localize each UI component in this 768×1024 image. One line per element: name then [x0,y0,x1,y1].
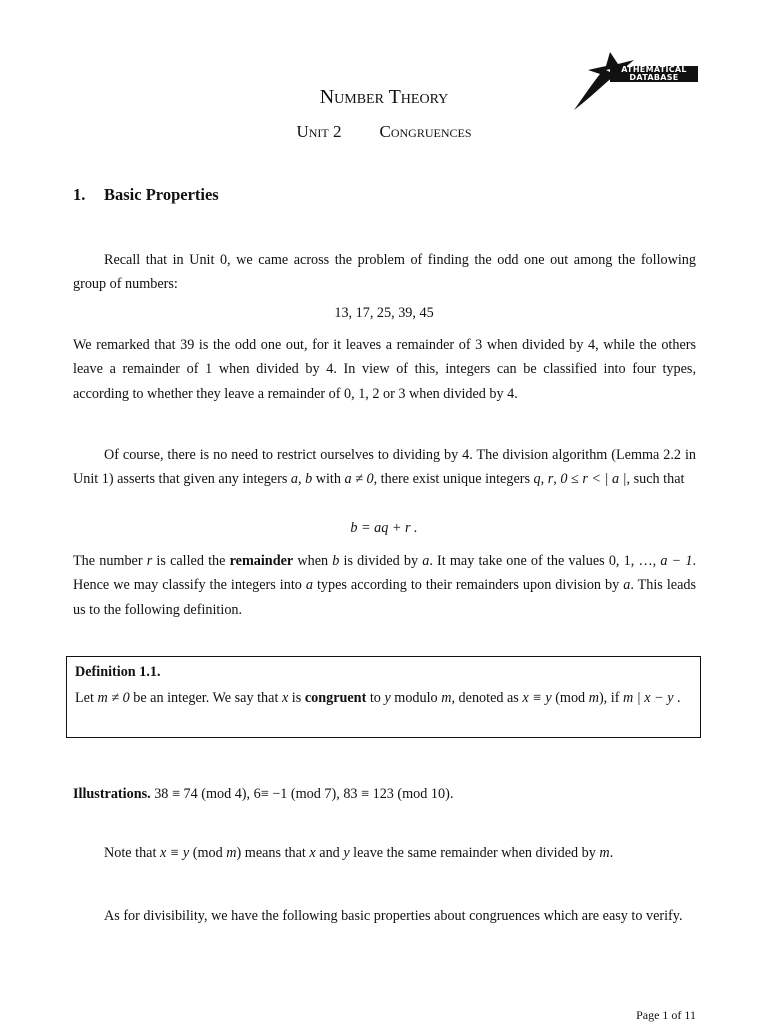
inline-text: r [146,553,153,569]
illustrations-label: Illustrations. [73,786,151,802]
paragraph-remainder [73,549,696,622]
inline-text: . [673,690,681,706]
inline-text: q [533,471,541,488]
paragraph-divisibility: As for divisibility, we have the following basic properties about congruences which are easy to verify. [104,908,683,924]
inline-text: is [288,690,305,706]
inline-text: , there exist unique integers [373,471,534,488]
inline-text: remainder [229,553,294,569]
inline-text: m | x − y [622,690,674,706]
page-number: Page 1 of 11 [636,1008,696,1022]
inline-text: Note that [104,845,160,861]
number-list: 13, 17, 25, 39, 45 [334,305,434,321]
inline-text: m [599,845,610,861]
inline-text: . Hence we may classify the integers into [73,553,697,594]
inline-text: , [297,471,306,488]
inline-text: leave the same remainder when divided by [349,845,600,861]
inline-text: a − 1 [660,553,693,569]
unit-label: Unit 2 [296,122,342,141]
inline-text: (mod [551,690,589,706]
inline-text: m ≠ 0 [97,690,130,706]
illustrations-line [73,782,696,806]
paragraph-note [73,841,696,865]
inline-text: The number [73,553,147,569]
inline-text: a [623,577,631,594]
inline-text: , [553,471,561,488]
inline-text: Of course, there is no need to restrict ourselves to dividing by 4. The division algorithm (Lemma 2.2 in Unit 1) asserts that given any integers [73,447,696,488]
inline-text: , denoted as [451,690,523,706]
inline-text: , [540,471,548,488]
inline-text: modulo [390,690,442,706]
inline-text: . This leads us to the following definition. [73,577,696,618]
inline-text: a [422,553,430,569]
document-title: Number Theory [319,86,449,108]
inline-text: Let [75,690,98,706]
inline-text: m [441,690,452,706]
inline-text: 0 ≤ r < | a | [560,471,627,488]
definition-title: Definition 1.1. [75,664,161,680]
logo-line-2: DATABASE [629,73,679,82]
inline-text: ), if [598,690,623,706]
paragraph-division-algorithm [73,443,696,492]
inline-text: to [366,690,385,706]
unit-subtitle: Congruences [379,122,472,141]
inline-text: b [332,553,340,569]
inline-text: a [290,471,298,488]
inline-text: . It may take one of the values 0, 1, …, [429,553,661,569]
definition-body [75,687,692,710]
illustrations-text: 38 ≡ 74 (mod 4), 6≡ −1 (mod 7), 83 ≡ 123 (mod 10). [150,786,454,802]
logo-line-1: ATHEMATICAL [621,66,687,74]
inline-text: (mod [189,845,227,861]
section-heading [73,185,219,205]
inline-text: x ≡ y [159,845,190,861]
inline-text: y [384,690,391,706]
definition-box [66,656,701,738]
inline-text: types according to their remainders upon division by [312,577,624,594]
inline-text: x ≡ y [522,690,552,706]
inline-text: m [226,845,237,861]
inline-text: . [609,845,614,861]
division-equation: b = aq + r . [350,520,418,536]
section-number: 1. [73,185,86,204]
inline-text: m [588,690,599,706]
inline-text: , such that [626,471,685,488]
inline-text: with [312,471,345,488]
inline-text: when [293,553,333,569]
section-title: Basic Properties [104,185,219,204]
inline-text: x [309,845,316,861]
inline-text: y [343,845,350,861]
inline-text: is divided by [339,553,423,569]
inline-text: b [305,471,313,488]
inline-text: is called the [152,553,230,569]
inline-text: r [547,471,554,488]
inline-text: x [281,690,289,706]
logo-text [610,66,698,82]
inline-text: and [315,845,344,861]
inline-text: a ≠ 0 [344,471,374,488]
unit-heading [0,122,768,142]
inline-text: a [305,577,313,594]
inline-text: congruent [304,690,367,706]
inline-text: be an integer. We say that [129,690,282,706]
paragraph-recall: Recall that in Unit 0, we came across the problem of finding the odd one out among the following group of numbers: [73,252,696,293]
paragraph-remark: We remarked that 39 is the odd one out, for it leaves a remainder of 3 when divided by 4, while the others leave a remainder of 1 when divided by 4. In view of this, integers can be classified into four types, according to whether they leave a remainder of 0, 1, 2 or 3 when divided by 4. [73,337,696,402]
inline-text: ) means that [236,845,310,861]
